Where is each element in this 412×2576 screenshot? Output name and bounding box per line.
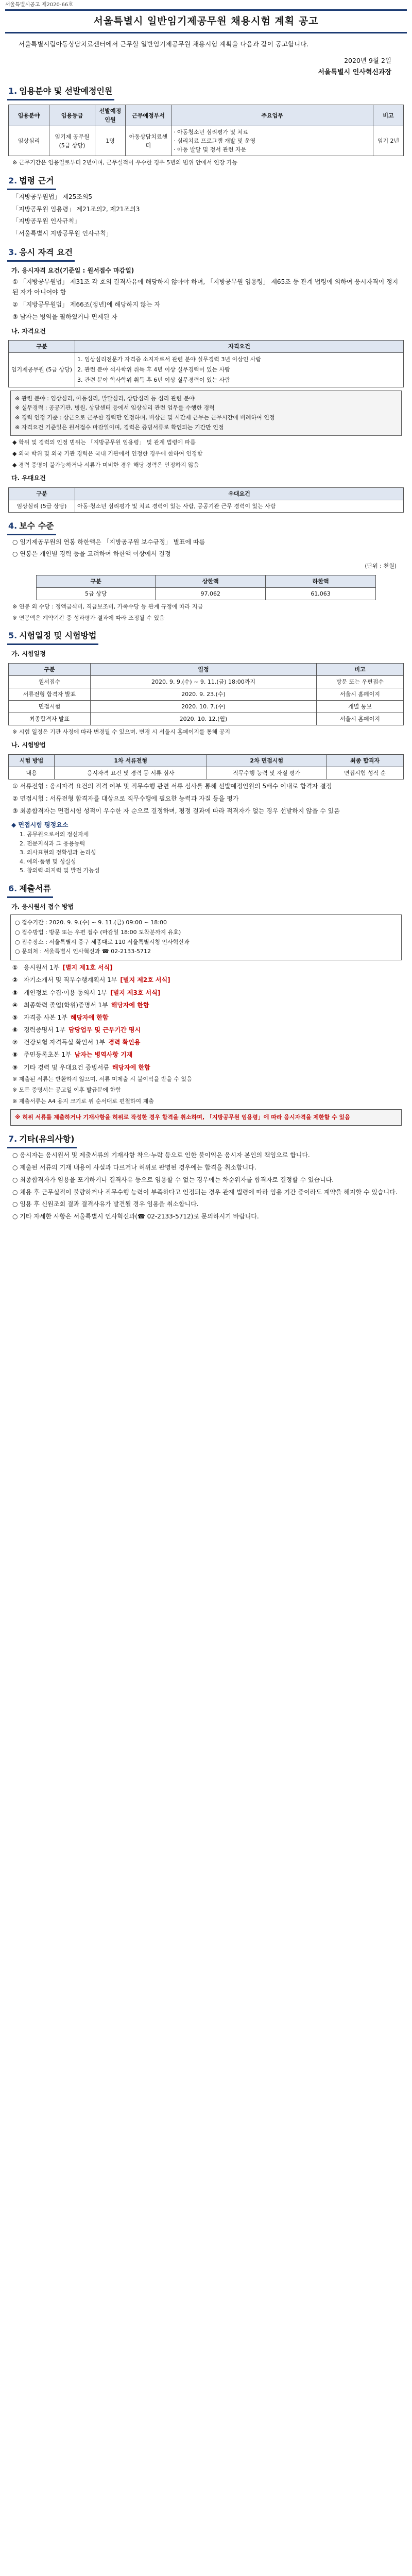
document-number-mark: ⑨ xyxy=(12,1063,18,1071)
table-header-row xyxy=(9,341,404,353)
method-item: ③ 최종합격자는 면접시험 성적이 우수한 자 순으로 결정하며, 평정 결과에 따라 적격자가 없는 경우 선발하지 않을 수 있음 xyxy=(12,807,340,815)
table-row xyxy=(9,500,404,512)
section-number: 6. xyxy=(8,884,18,894)
notice-item: ○ 최종합격자가 임용을 포기하거나 결격사유 등으로 임용할 수 없는 경우에는 차순위자를 합격자로 결정할 수 있습니다. xyxy=(12,1176,334,1183)
table-header-cell: 우대요건 xyxy=(75,487,404,500)
section-1-heading xyxy=(7,85,114,100)
table-row xyxy=(9,126,404,156)
table-cell: 임기제공무원 (5급 상당) xyxy=(9,353,75,387)
document-item xyxy=(12,963,400,973)
document-number-mark: ⑦ xyxy=(12,1039,18,1046)
table-cell: 응시자격 요건 및 경력 등 서류 심사 xyxy=(55,767,207,779)
document-number: 서울특별시공고 제2020-66호 xyxy=(5,2,73,8)
section-title: 임용분야 및 선발예정인원 xyxy=(19,86,113,96)
qualification-note: ◆ 외국 학위 및 외국 기관 경력은 국내 기관에서 인정한 경우에 한하여 인정함 xyxy=(12,450,203,457)
table-cell: 2020. 10. 12.(월) xyxy=(91,713,317,725)
document-name: 개인정보 수집·이용 동의서 1부 xyxy=(24,989,107,996)
table-header-row xyxy=(9,487,404,500)
document-number-mark: ② xyxy=(12,976,18,984)
table-cell: 최종합격자 발표 xyxy=(9,713,91,725)
notice-item: ○ 기타 자세한 사항은 서울특별시 인사혁신과(☎ 02-2133-5712)로 문의하시기 바랍니다. xyxy=(12,1213,259,1221)
table-cell: 61,063 xyxy=(266,587,376,600)
law-item: 「지방공무원 인사규칙」 xyxy=(12,217,81,225)
document-name: 최종학력 졸업(학위)증명서 1부 xyxy=(24,1001,108,1009)
method-item: ② 면접시험 : 서류전형 합격자를 대상으로 직무수행에 필요한 능력과 자질 등을 평가 xyxy=(12,794,239,802)
recruitment-table-wrap xyxy=(8,105,404,156)
table-row xyxy=(9,767,404,779)
section-3-heading xyxy=(7,246,75,262)
subheading: 가. 시험일정 xyxy=(11,650,46,657)
table-cell: 임기 2년 xyxy=(373,126,404,156)
document-item xyxy=(12,1063,400,1073)
table-cell: 5급 상당 xyxy=(37,587,156,600)
document-item xyxy=(12,988,400,998)
table-cell: 내용 xyxy=(9,767,55,779)
section-4-heading xyxy=(7,520,56,535)
law-item: 「서울특별시 지방공무원 인사규칙」 xyxy=(12,230,112,238)
section-number: 3. xyxy=(8,247,18,258)
table-cell: 2020. 9. 23.(수) xyxy=(91,688,317,700)
section-title: 제출서류 xyxy=(19,884,52,894)
table-header-cell: 일정 xyxy=(91,663,317,675)
preference-table-wrap xyxy=(8,487,404,513)
subheading: 나. 자격요건 xyxy=(11,327,46,335)
table-cell: 아동상담치료센터 xyxy=(126,126,171,156)
document-number-mark: ① xyxy=(12,964,18,972)
salary-item: ○ 연봉은 개인별 경력 등을 고려하여 하한액 이상에서 결정 xyxy=(12,550,171,558)
table-header-cell: 자격요건 xyxy=(75,341,404,353)
subheading: 나. 시험방법 xyxy=(11,741,46,749)
table-row xyxy=(9,700,404,713)
section-number: 7. xyxy=(8,1134,18,1144)
table-header-cell: 근무예정부서 xyxy=(126,105,171,126)
eligibility-item: ③ 남자는 병역을 필하였거나 면제된 자 xyxy=(12,313,117,320)
notice-item: ○ 응시자는 응시원서 및 제출서류의 기재사항 착오·누락 등으로 인한 불이익은 응시자 본인의 책임으로 합니다. xyxy=(12,1151,310,1159)
evaluation-title: ◆ 면접시험 평정요소 xyxy=(11,821,68,829)
document-name: 건강보험 자격득실 확인서 1부 xyxy=(24,1039,106,1046)
announcement-date: 2020년 9월 2일 xyxy=(344,56,391,64)
document-note: 남자는 병역사항 기재 xyxy=(74,1051,133,1059)
evaluation-item: 2. 전문지식과 그 응용능력 xyxy=(20,840,85,847)
table-header-cell: 선발예정인원 xyxy=(95,105,126,126)
section-number: 4. xyxy=(8,520,18,531)
table-header-cell: 구분 xyxy=(9,341,75,353)
document-note-text: ※ 모든 증명서는 공고일 이후 발급분에 한함 xyxy=(12,1087,121,1094)
signer: 서울특별시 인사혁신과장 xyxy=(318,69,391,77)
table-header-cell: 임용등급 xyxy=(49,105,95,126)
notice-item: ○ 제출된 서류의 기재 내용이 사실과 다르거나 허위로 판명된 경우에는 합격을 취소합니다. xyxy=(12,1163,256,1171)
schedule-table-wrap xyxy=(8,663,404,725)
section-2-heading xyxy=(7,175,56,190)
document-name: 자기소개서 및 직무수행계획서 1부 xyxy=(24,976,117,984)
section-1-note: ※ 근무기간은 임용일로부터 2년이며, 근무실적이 우수한 경우 5년의 범위 안에서 연장 가능 xyxy=(12,159,238,166)
document-number-mark: ⑧ xyxy=(12,1051,18,1059)
document-item xyxy=(12,1013,400,1023)
evaluation-item: 4. 예의·품행 및 성실성 xyxy=(20,858,76,865)
table-header-cell: 임용분야 xyxy=(9,105,49,126)
table-header-cell: 하한액 xyxy=(266,575,376,587)
section-6-heading xyxy=(7,883,53,898)
document-number-mark: ⑤ xyxy=(12,1013,18,1021)
document-note: [별지 제3호 서식] xyxy=(110,989,161,996)
table-header-row xyxy=(9,663,404,675)
page-title: 서울특별시 일반임기제공무원 채용시험 계획 공고 xyxy=(5,9,407,33)
document-name: 주민등록초본 1부 xyxy=(24,1051,72,1059)
table-header-cell: 비고 xyxy=(317,663,404,675)
law-item: 「지방공무원 임용령」 제21조의2, 제21조의3 xyxy=(12,205,140,213)
method-table xyxy=(8,754,404,779)
table-row xyxy=(9,688,404,700)
table-header-cell: 상한액 xyxy=(156,575,266,587)
table-cell: 서울시 홈페이지 xyxy=(317,713,404,725)
schedule-note: ※ 시험 일정은 기관 사정에 따라 변경될 수 있으며, 변경 시 서울시 홈페이지를 통해 공지 xyxy=(12,728,230,735)
preference-table xyxy=(8,487,404,513)
salary-table-wrap xyxy=(36,575,376,600)
salary-note: ※ 연봉액은 계약기간 중 성과평가 결과에 따라 조정될 수 있음 xyxy=(12,614,165,621)
document-number-mark: ⑥ xyxy=(12,1026,18,1034)
table-cell: 97,062 xyxy=(156,587,266,600)
document-item xyxy=(12,975,400,985)
document-item xyxy=(12,1025,400,1035)
document-item xyxy=(12,1001,400,1010)
table-row xyxy=(37,587,376,600)
section-number: 1. xyxy=(8,86,18,96)
table-cell: 직무수행 능력 및 자질 평가 xyxy=(207,767,327,779)
recruitment-table xyxy=(8,105,404,156)
qualification-notes-box: ※ 관련 분야 : 임상심리, 아동심리, 발달심리, 상담심리 등 심리 관련 분야 ※ 실무경력 : 공공기관, 병원, 상담센터 등에서 임상심리 관련 업무를 수행한 경력 ※ 경력 인정 기준 : 상근으로 근무한 경력만 인정하며, 비상근 및 시간제 근무는 근무시간에 비례하여 인정 ※ 자격요건 기준일은 원서접수 마감일이며, 경력은 증빙서류로 확인되는 기간만 인정 xyxy=(10,391,402,436)
table-cell: 서류전형 합격자 발표 xyxy=(9,688,91,700)
section-5-heading xyxy=(7,630,98,645)
table-cell: 아동·청소년 심리평가 및 치료 경력이 있는 사람, 공공기관 근무 경력이 있는 사람 xyxy=(75,500,404,512)
subheading: 가. 응시자격 요건(기준일 : 원서접수 마감일) xyxy=(11,266,134,274)
salary-unit: (단위 : 천원) xyxy=(365,563,397,570)
evaluation-item: 3. 의사표현의 정확성과 논리성 xyxy=(20,849,96,856)
table-header-cell: 구분 xyxy=(37,575,156,587)
table-cell: 면접시험 성적 순 xyxy=(327,767,404,779)
section-7-heading xyxy=(7,1133,77,1148)
section-title: 응시 자격 요건 xyxy=(19,247,73,258)
salary-item: ○ 임기제공무원의 연봉 하한액은 「지방공무원 보수규정」 별표에 따름 xyxy=(12,538,205,546)
document-number-mark: ③ xyxy=(12,989,18,996)
table-row xyxy=(9,353,404,387)
section-number: 2. xyxy=(8,176,18,186)
document-note: 담당업무 및 근무기간 명시 xyxy=(68,1026,141,1034)
table-cell: 임상심리 xyxy=(9,126,49,156)
table-header-row xyxy=(9,754,404,767)
subheading: 가. 응시원서 접수 방법 xyxy=(11,903,74,910)
section-title: 기타(유의사항) xyxy=(19,1134,75,1144)
table-header-cell: 시험 방법 xyxy=(9,754,55,767)
table-header-cell: 구분 xyxy=(9,487,75,500)
document-name: 경력증명서 1부 xyxy=(24,1026,66,1034)
qualification-note: ◆ 경력 증명이 불가능하거나 서류가 미비한 경우 해당 경력은 인정하지 않음 xyxy=(12,461,199,468)
law-item: 「지방공무원법」 제25조의5 xyxy=(12,193,93,200)
table-cell: · 아동청소년 심리평가 및 치료 · 심리치료 프로그램 개발 및 운영 · 아동 발달 및 정서 관련 자문 xyxy=(171,126,373,156)
section-number: 5. xyxy=(8,631,18,641)
document-note: [별지 제1호 서식] xyxy=(62,964,113,972)
schedule-table xyxy=(8,663,404,725)
table-cell: 1명 xyxy=(95,126,126,156)
qualification-table-wrap xyxy=(8,340,404,387)
table-cell: 방문 또는 우편접수 xyxy=(317,675,404,688)
document-note: 경력 확인용 xyxy=(108,1039,141,1046)
document-note: 해당자에 한함 xyxy=(70,1013,109,1021)
method-item: ① 서류전형 : 응시자격 요건의 적격 여부 및 직무수행 관련 서류 심사를 통해 선발예정인원의 5배수 이내로 합격자 결정 xyxy=(12,783,332,790)
method-table-wrap xyxy=(8,754,404,779)
document-name: 기타 경력 및 우대요건 증빙서류 xyxy=(24,1063,109,1071)
table-header-row xyxy=(9,105,404,126)
table-header-cell: 비고 xyxy=(373,105,404,126)
table-cell: 임기제 공무원 (5급 상당) xyxy=(49,126,95,156)
qualification-table xyxy=(8,340,404,387)
table-cell: 원서접수 xyxy=(9,675,91,688)
document-note-text: ※ 제출서류는 A4 용지 크기로 위 순서대로 편철하여 제출 xyxy=(12,1098,154,1105)
notice-item: ○ 채용 후 근무실적이 불량하거나 직무수행 능력이 부족하다고 인정되는 경우 관계 법령에 따라 임용 기간 중이라도 계약을 해지할 수 있습니다. xyxy=(12,1188,398,1196)
false-document-warning: ※ 허위 서류를 제출하거나 기재사항을 허위로 작성한 경우 합격을 취소하며, 「지방공무원 임용령」에 따라 응시자격을 제한할 수 있음 xyxy=(10,1109,402,1126)
salary-table xyxy=(36,575,376,600)
table-cell: 면접시험 xyxy=(9,700,91,713)
document-note: [별지 제2호 서식] xyxy=(120,976,170,984)
notice-item: ○ 임용 후 신원조회 결과 결격사유가 발견될 경우 임용을 취소합니다. xyxy=(12,1200,199,1208)
document-name: 응시원서 1부 xyxy=(24,964,60,972)
document-name: 자격증 사본 1부 xyxy=(24,1013,67,1021)
table-cell: 2020. 9. 9.(수) ~ 9. 11.(금) 18:00까지 xyxy=(91,675,317,688)
table-row xyxy=(9,675,404,688)
document-note-text: ※ 제출된 서류는 반환하지 않으며, 서류 미제출 시 불이익을 받을 수 있음 xyxy=(12,1075,192,1082)
document-number-mark: ④ xyxy=(12,1001,18,1009)
table-header-row xyxy=(37,575,376,587)
table-header-cell: 2차 면접시험 xyxy=(207,754,327,767)
document-note: 해당자에 한함 xyxy=(112,1063,150,1071)
table-header-cell: 최종 합격자 xyxy=(327,754,404,767)
document-item xyxy=(12,1050,400,1060)
intro-text: 서울특별시립아동상담치료센터에서 근무할 일반임기제공무원 채용시험 계획을 다음과 같이 공고합니다. xyxy=(19,40,309,48)
table-cell: 서울시 홈페이지 xyxy=(317,688,404,700)
table-row xyxy=(9,713,404,725)
table-header-cell: 구분 xyxy=(9,663,91,675)
salary-note: ※ 연봉 외 수당 : 정액급식비, 직급보조비, 가족수당 등 관계 규정에 따라 지급 xyxy=(12,603,203,610)
table-cell: 개별 통보 xyxy=(317,700,404,713)
section-title: 보수 수준 xyxy=(19,520,54,531)
document-item xyxy=(12,1038,400,1047)
evaluation-item: 1. 공무원으로서의 정신자세 xyxy=(20,831,89,838)
table-cell: 2020. 10. 7.(수) xyxy=(91,700,317,713)
eligibility-item: ② 「지방공무원법」 제66조(정년)에 해당하지 않는 자 xyxy=(12,301,161,309)
eligibility-item: ① 「지방공무원법」 제31조 각 호의 결격사유에 해당하지 않아야 하며, 「지방공무원 임용령」 제65조 등 관계 법령에 의하여 응시자격이 정지된 자가 아니어야 함 xyxy=(12,278,399,296)
section-title: 법령 근거 xyxy=(19,176,54,186)
table-header-cell: 1차 서류전형 xyxy=(55,754,207,767)
table-cell: 1. 임상심리전문가 자격증 소지자로서 관련 분야 실무경력 3년 이상인 사람 2. 관련 분야 석사학위 취득 후 4년 이상 실무경력이 있는 사람 3. 관련 분야 학사학위 취득 후 6년 이상 실무경력이 있는 사람 xyxy=(75,353,404,387)
document-note: 해당자에 한함 xyxy=(111,1001,149,1009)
table-cell: 임상심리 (5급 상당) xyxy=(9,500,75,512)
evaluation-item: 5. 창의력·의지력 및 발전 가능성 xyxy=(20,867,100,874)
table-header-cell: 주요업무 xyxy=(171,105,373,126)
qualification-note: ◆ 학위 및 경력의 인정 범위는 「지방공무원 임용령」 및 관계 법령에 따름 xyxy=(12,439,196,446)
subheading: 다. 우대요건 xyxy=(11,474,46,482)
application-info-box: ○ 접수기간 : 2020. 9. 9.(수) ~ 9. 11.(금) 09:00 ~ 18:00 ○ 접수방법 : 방문 또는 우편 접수 (마감일 18:00 도착분까지 유효) ○ 접수장소 : 서울특별시 중구 세종대로 110 서울특별시청 인사혁신과 ○ 문의처 : 서울특별시 인사혁신과 ☎ 02-2133-5712 xyxy=(10,914,402,960)
section-title: 시험일정 및 시험방법 xyxy=(19,631,97,641)
